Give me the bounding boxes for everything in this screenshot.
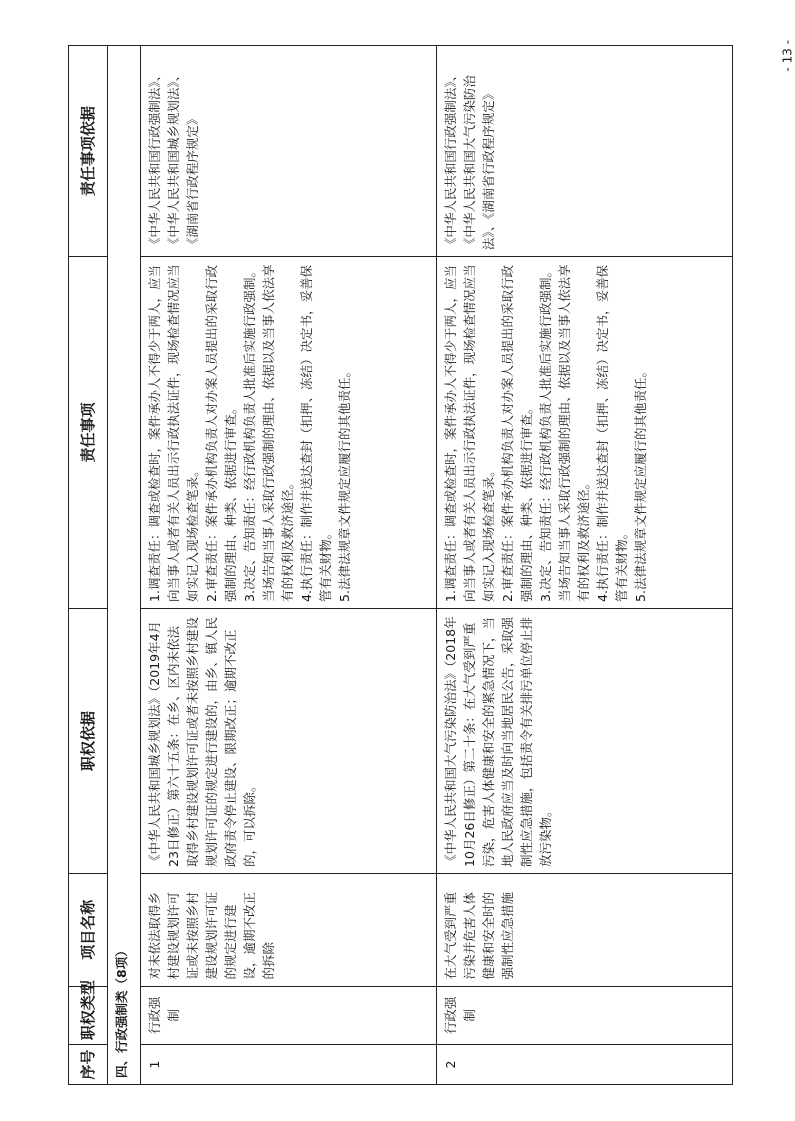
section-row <box>108 46 141 1085</box>
page-number: - 13 - <box>781 40 795 72</box>
header-seq: 序号 <box>69 1045 108 1085</box>
row-duty-basis: 《中华人民共和国行政强制法》、《中华人民共和国城乡规划法》、《湖南省行政程序规定》 <box>141 46 437 257</box>
row-basis: 《中华人民共和国大气污染防治法》（2018年10月26日修正）第二十条：在大气受到严重污染，危害人体健康和安全的紧急情况下，当地人民政府应当及时向当地居民公告，采取强制性应急措施，包括责令有关排污单位停止排放污染物。 <box>437 608 733 873</box>
table-row <box>437 46 733 1085</box>
row-seq: 1 <box>141 1045 437 1085</box>
section-title: 四、行政强制类（8项） <box>108 46 141 1085</box>
rotated-page-content <box>68 45 733 1085</box>
header-duty-items: 责任事项 <box>69 257 108 609</box>
header-duty-basis: 责任事项依据 <box>69 46 108 257</box>
row-seq: 2 <box>437 1045 733 1085</box>
row-duty-basis: 《中华人民共和国行政强制法》、《中华人民共和国大气污染防治法》、《湖南省行政程序规定》 <box>437 46 733 257</box>
row-duty-items: 1.调查责任：调查或检查时，案件承办人不得少于两人，应当向当事人或者有关人员出示行政执法证件，现场检查情况应当如实记入现场检查笔录。 2.审查责任：案件承办机构负责人对办案人员提出的采取行政强制的理由、种类、依据进行审查。 3.决定、告知责任：经行政机构负责人批准后实施行政强制。当场告知当事人采取行政强制的理由、依据以及当事人依法享有的权利及救济途径。 4.执行责任：制作并送达查封（扣押、冻结）决定书，妥善保管有关财物。 5.法律法规章文件规定应履行的其他责任。 <box>437 257 733 609</box>
header-power-type: 职权类型 <box>69 986 108 1045</box>
row-item-name: 对未依法取得乡村建设规划许可证或未按照乡村建设规划许可证的规定进行建设，逾期不改正的拆除 <box>141 873 437 986</box>
row-power-type: 行政强制 <box>437 986 733 1045</box>
table-row <box>141 46 437 1085</box>
row-item-name: 在大气受到严重污染并危害人体健康和安全时的强制性应急措施 <box>437 873 733 986</box>
row-duty-items: 1.调查责任：调查或检查时，案件承办人不得少于两人，应当向当事人或者有关人员出示行政执法证件，现场检查情况应当如实记入现场检查笔录。 2.审查责任：案件承办机构负责人对办案人员提出的采取行政强制的理由、种类、依据进行审查。 3.决定、告知责任：经行政机构负责人批准后实施行政强制。当场告知当事人采取行政强制的理由、依据以及当事人依法享有的权利及救济途径。 4.执行责任：制作并送达查封（扣押、冻结）决定书，妥善保管有关财物。 5.法律法规章文件规定应履行的其他责任。 <box>141 257 437 609</box>
powers-table <box>68 45 733 1085</box>
header-basis: 职权依据 <box>69 608 108 873</box>
header-row <box>69 46 108 1085</box>
header-item-name: 项目名称 <box>69 873 108 986</box>
row-power-type: 行政强制 <box>141 986 437 1045</box>
row-basis: 《中华人民共和国城乡规划法》（2019年4月23日修正）第六十五条：在乡、区内未依法取得乡村建设规划许可证或者未按照乡村建设规划许可证的规定进行建设的，由乡、镇人民政府责令停止建设、限期改正；逾期不改正的，可以拆除。 <box>141 608 437 873</box>
